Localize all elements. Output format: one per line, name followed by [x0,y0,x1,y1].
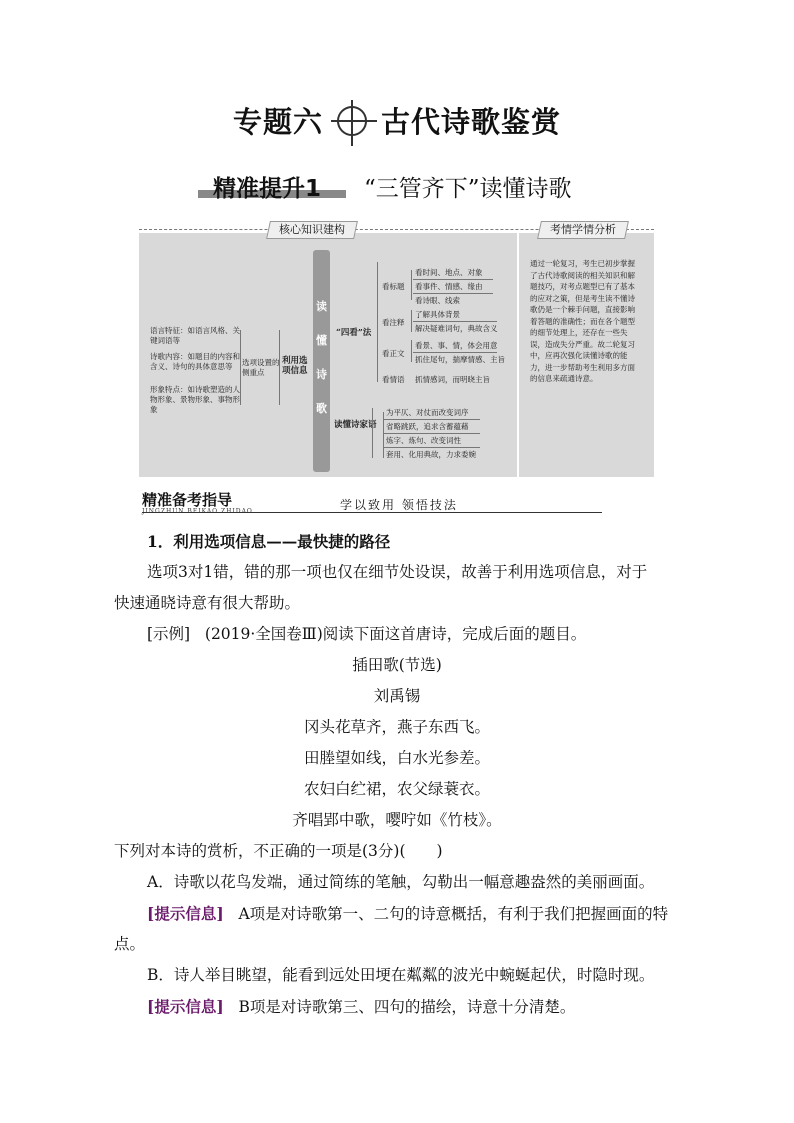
example-line [147,619,667,650]
look-title: 看标题 [382,282,405,291]
para1-line1: 选项3对1错，错的那一项也仅在细节处设误，故善于利用选项信息，对于 [147,563,648,581]
poem-title: 插田歌(节选) [352,656,442,674]
poem-line: 齐唱郢中歌，嘤咛如《竹枝》。 [292,811,502,829]
guide-title: 精准备考指导 [142,491,233,509]
page-title [0,100,794,141]
hint-b: [提示信息] B项是对诗歌第三、四句的描绘，诗意十分清楚。 [147,997,576,1016]
hint-a-line2: 点。 [114,935,146,953]
four-look-method: “四看”法 [336,328,372,338]
poem-line: 田塍望如线，白水光参差。 [303,749,490,767]
section-heading: 1．利用选项信息——最快捷的路径 [147,532,391,551]
example-tag: [示例] [147,625,191,643]
option-focus: 选项设置的侧重点 [242,358,280,377]
title-left: 专题六 [232,105,323,139]
poet-language: 读懂诗家语 [334,420,377,430]
tab-analysis: 考情学情分析 [537,221,629,239]
look-text: 看正文 [382,349,405,358]
center-column: 读 懂 诗 歌 [313,250,330,472]
left-item-content: 诗歌内容：如题目的内容和含义、诗句的具体意思等 [150,352,240,371]
poem-author: 刘禹锡 [373,687,421,705]
para1-line2: 快速通晓诗意有很大帮助。 [114,594,301,612]
guide-pinyin: JINGZHUN BEIKAO ZHIDAO [142,508,253,515]
look-emotion: 看情语 [382,375,405,384]
example-text: (2019·全国卷Ⅲ)阅读下面这首唐诗，完成后面的题目。 [204,625,587,643]
guide-slogan: 学以致用 领悟技法 [340,498,458,512]
subtitle-right: “三管齐下”读懂诗歌 [364,176,572,202]
poem-line: 农妇白纻裙，农父绿蓑衣。 [303,780,490,798]
hint-tag: [提示信息] [147,904,224,923]
tab-knowledge: 核心知识建构 [266,221,358,239]
crosshair-icon [337,106,367,136]
title-right: 古代诗歌鉴赏 [381,105,562,139]
option-b: B．诗人举目眺望，能看到远处田埂在粼粼的波光中蜿蜒起伏，时隐时现。 [147,966,655,984]
hint-a-line1: [提示信息] A项是对诗歌第一、二句的诗意概括，有利于我们把握画面的特 [147,904,669,923]
option-a: A．诗歌以花鸟发端，通过简练的笔触，勾勒出一幅意趣盎然的美丽画面。 [147,873,655,891]
poem-line: 冈头花草齐，燕子东西飞。 [303,718,490,736]
question: 下列对本诗的赏析，不正确的一项是(3分)( ) [114,842,443,860]
analysis-text: 通过一轮复习，考生已初步掌握了古代诗歌阅读的相关知识和解题技巧，对考点题型已有了基本的应对之策，但是考生读不懂诗歌仍是一个棘手问题，直接影响着答题的准确性；而在各个题型的细节处理上，还存在一些失误，造成失分严重。故二轮复习中，应再次强化读懂诗歌的能力，进一步帮助考生利用多方面的信息来疏通诗意。 [530,259,635,383]
left-item-image: 形象特点：如诗歌塑造的人物形象、景物形象、事物形象 [150,385,240,414]
look-notes: 看注释 [382,318,405,327]
hint-tag: [提示信息] [147,997,224,1016]
subtitle-left: 精准提升1 [213,176,322,202]
use-option-info: 利用选项信息 [282,356,308,376]
left-item-language: 语言特征：如语言风格、关键词语等 [150,326,240,345]
